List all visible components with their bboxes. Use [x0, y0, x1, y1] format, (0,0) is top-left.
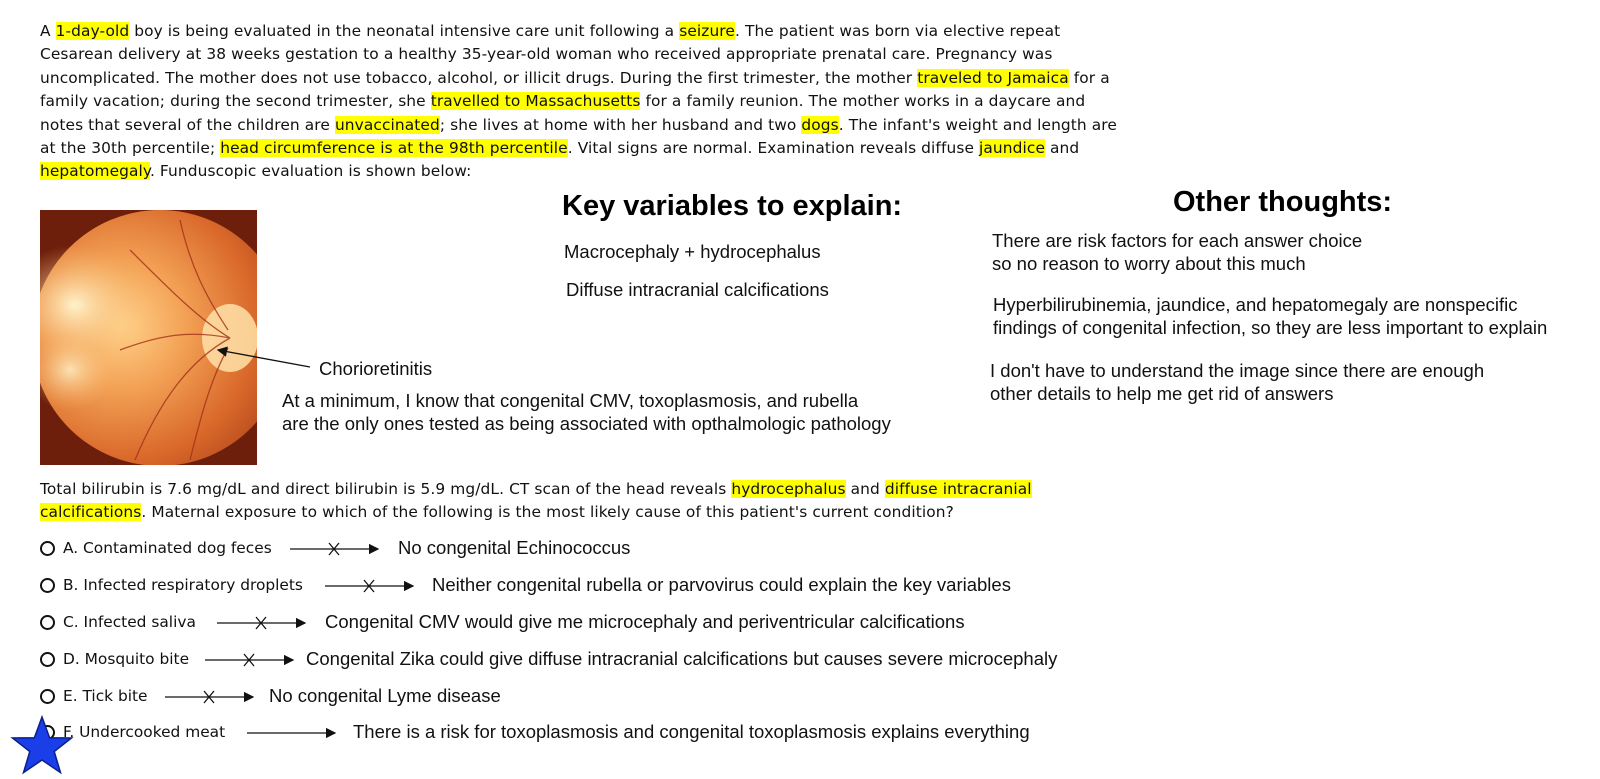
key-variables-heading: Key variables to explain:	[562, 190, 903, 222]
stem-text: boy is being evaluated in the neonatal intensive care unit following a	[129, 22, 680, 40]
stem-text: and	[845, 480, 885, 498]
answer-option[interactable]	[40, 613, 196, 631]
highlighted-text: traveled to Jamaica	[917, 68, 1069, 87]
stem-text: Total bilirubin is 7.6 mg/dL and direct bilirubin is 5.9 mg/dL. CT scan of the head reveals	[40, 480, 732, 498]
option-explanation: Neither congenital rubella or parvovirus could explain the key variables	[432, 574, 1011, 595]
stem-text: . The patient was born via elective repeat Cesarean delivery at 38 weeks gestation to a healthy 35-year-old woman who received appropriate prenatal care. Pregnancy was uncomplicated. The mother does not use tobacco, alcohol, or illicit drugs. During the first trimester, the mother	[40, 22, 1061, 87]
option-label: E. Tick bite	[63, 687, 148, 705]
answer-option[interactable]	[40, 650, 189, 668]
chorioretinitis-arrow	[218, 350, 310, 367]
radio-circle-icon[interactable]	[40, 689, 55, 704]
answer-option[interactable]	[40, 576, 303, 594]
key-variable-item: Diffuse intracranial calcifications	[566, 279, 829, 300]
radio-circle-icon[interactable]	[40, 578, 55, 593]
highlighted-text: diffuse intracranial calcifications	[40, 480, 1032, 522]
stem-text: . Funduscopic evaluation is shown below:	[149, 162, 472, 181]
ophthalmology-note-line1: At a minimum, I know that congenital CMV, toxoplasmosis, and rubella	[282, 390, 859, 411]
stem-text: for a family reunion. The mother works in a daycare and notes that several of the children are	[40, 92, 1086, 134]
option-explanation: No congenital Echinococcus	[398, 537, 631, 558]
highlighted-text: travelled to Massachusetts	[430, 92, 641, 111]
key-variable-item: Macrocephaly + hydrocephalus	[564, 241, 821, 262]
option-explanation: No congenital Lyme disease	[269, 685, 501, 706]
other-thoughts-heading: Other thoughts:	[1173, 186, 1393, 218]
highlighted-text: head circumference is at the 98th percentile	[220, 139, 568, 158]
question-stem-part2	[40, 478, 1120, 525]
stem-text: for a family vacation; during the second trimester, she	[40, 68, 1110, 111]
thought-line: There are risk factors for each answer choice	[992, 230, 1363, 251]
option-explanation: Congenital Zika could give diffuse intracranial calcifications but causes severe microcephaly	[306, 648, 1058, 669]
thought-line: Hyperbilirubinemia, jaundice, and hepatomegaly are nonspecific	[993, 294, 1518, 315]
highlighted-text: dogs	[801, 115, 839, 134]
stem-text: A	[40, 22, 56, 40]
ophthalmology-note-line2: are the only ones tested as being associated with opthalmologic pathology	[282, 413, 891, 434]
thought-line: I don't have to understand the image since there are enough	[990, 360, 1485, 381]
star-icon	[10, 715, 74, 777]
option-label: C. Infected saliva	[63, 613, 196, 631]
radio-circle-icon[interactable]	[40, 652, 55, 667]
option-explanation: Congenital CMV would give me microcephaly and periventricular calcifications	[325, 611, 965, 632]
thought-line: so no reason to worry about this much	[992, 253, 1306, 274]
stem-text: . Maternal exposure to which of the following is the most likely cause of this patient's current condition?	[141, 503, 954, 522]
stem-text: ; she lives at home with her husband and two	[439, 115, 802, 134]
highlighted-text: unvaccinated	[334, 115, 440, 134]
highlighted-text: 1-day-old	[55, 22, 130, 40]
option-label: A. Contaminated dog feces	[63, 539, 272, 557]
chorioretinitis-label: Chorioretinitis	[319, 358, 433, 379]
option-label: B. Infected respiratory droplets	[63, 576, 303, 594]
stem-text: . Vital signs are normal. Examination reveals diffuse	[567, 139, 980, 158]
highlighted-text: seizure	[679, 22, 735, 40]
radio-circle-icon[interactable]	[40, 541, 55, 556]
option-label: F. Undercooked meat	[63, 723, 226, 741]
option-explanation: There is a risk for toxoplasmosis and congenital toxoplasmosis explains everything	[353, 721, 1030, 742]
highlighted-text: hydrocephalus	[731, 480, 846, 498]
answer-option[interactable]	[40, 687, 148, 705]
option-label: D. Mosquito bite	[63, 650, 190, 668]
thought-line: other details to help me get rid of answers	[990, 383, 1334, 404]
highlighted-text: jaundice	[979, 139, 1046, 158]
radio-circle-icon[interactable]	[40, 615, 55, 630]
stem-text: and	[1045, 139, 1080, 158]
highlighted-text: hepatomegaly	[40, 162, 150, 181]
answer-option[interactable]	[40, 539, 272, 557]
thought-line: findings of congenital infection, so they are less important to explain	[993, 317, 1548, 338]
stem-text: . The infant's weight and length are at the 30th percentile;	[40, 115, 1117, 158]
